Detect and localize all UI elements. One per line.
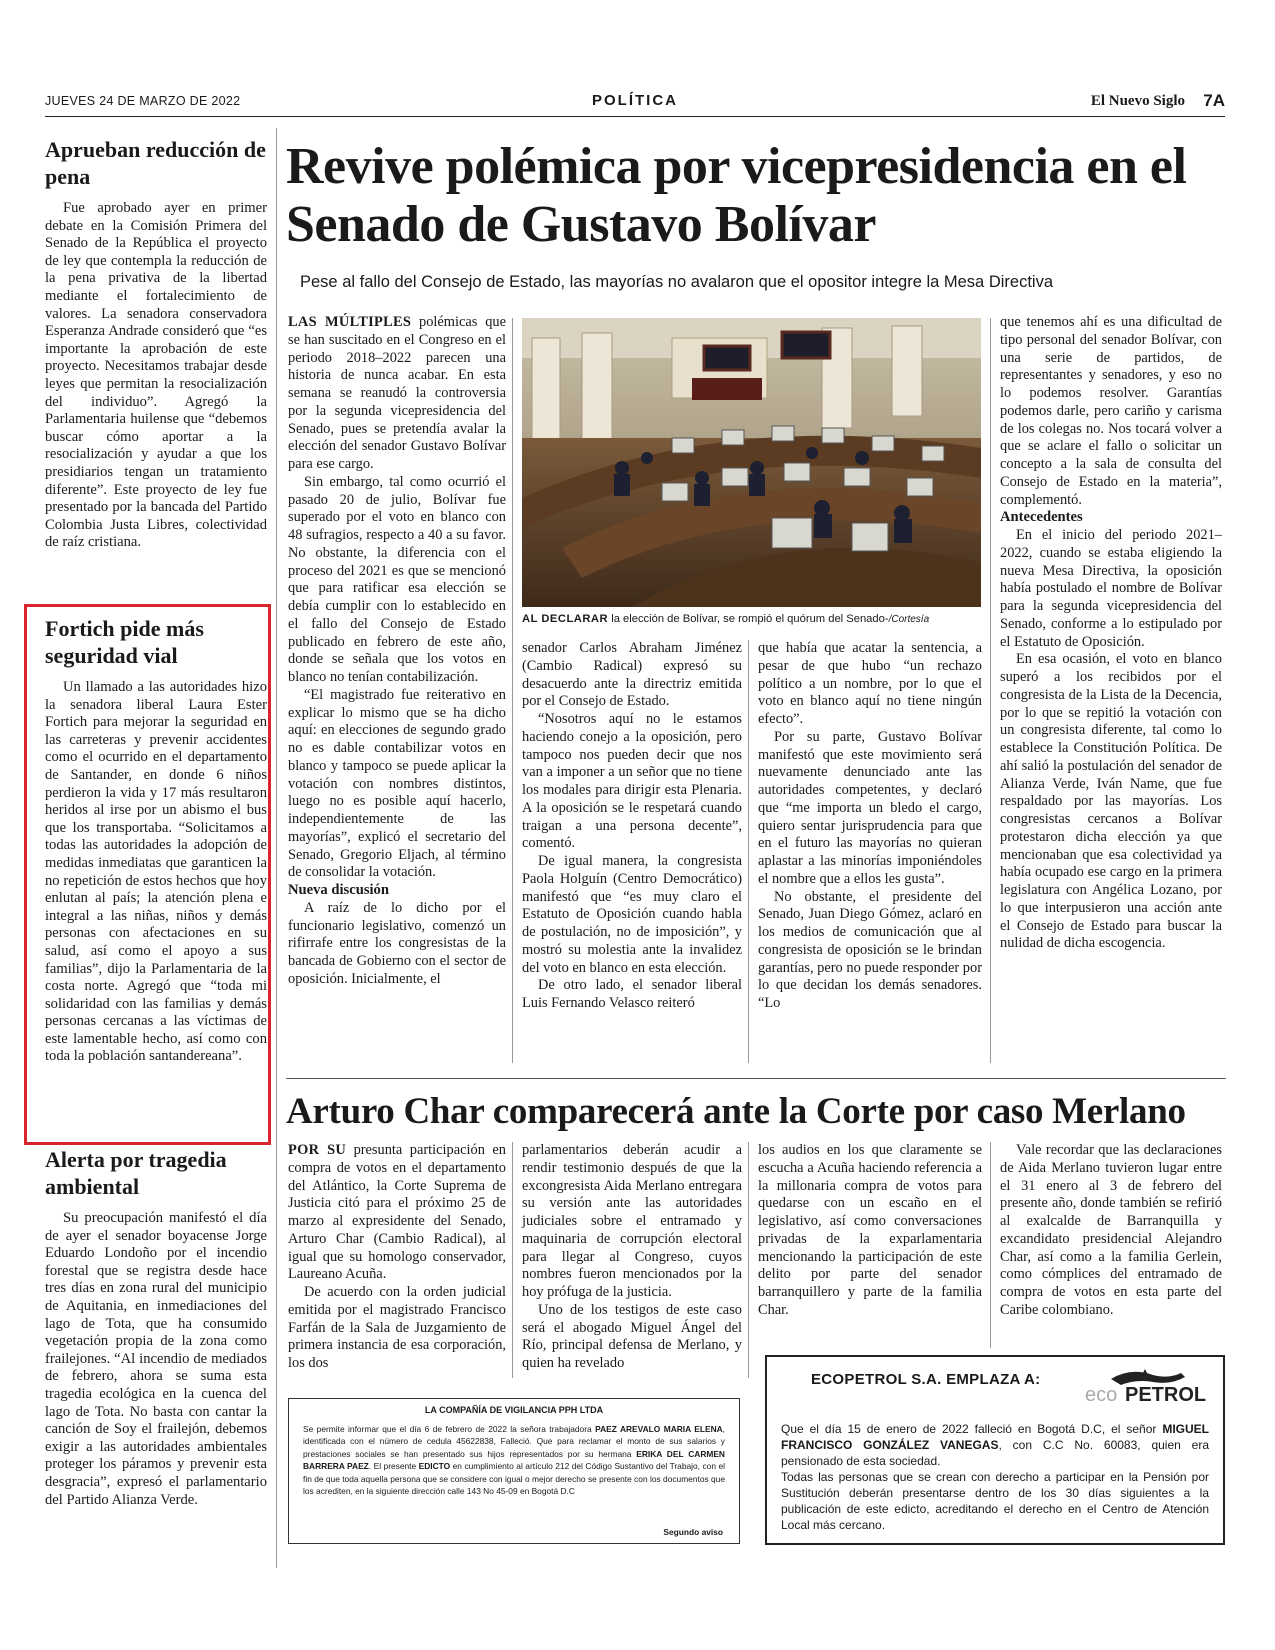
second-column-1	[288, 1142, 506, 1373]
col-divider-3	[990, 318, 991, 1063]
col-divider-2	[748, 640, 749, 1063]
paragraph: los audios en los que claramente se escucha a Acuña haciendo referencia a la millonaria compra de votos para quedarse con un escaño en el legislativo, así como conversaciones privadas de la exparlamentaria mencionando la participación de este delito por parte del senador barranquillero y parte de la familia Char.	[758, 1142, 982, 1318]
lead-in: LAS MÚLTIPLES	[288, 314, 412, 330]
article-column-2	[522, 640, 742, 1013]
page-header	[45, 92, 1225, 114]
vigilancia-notice	[288, 1398, 740, 1544]
sidebar-article-3	[45, 1146, 267, 1509]
sidebar-divider	[276, 128, 277, 1568]
vigilancia-sign: Segundo aviso	[663, 1527, 723, 1537]
paragraph: POR SU presunta participación en compra de votos en el departamento del Atlántico, la Corte Suprema de Justicia citó para el próximo 25 de marzo al expresidente del Senado, Arturo Char (Cambio Radical), al igual que su homologo conservador, Laureano Acuña.	[288, 1142, 506, 1283]
header-rule	[45, 116, 1225, 117]
ecopetrol-body: Que el día 15 de enero de 2022 falleció en Bogotá D.C, el señor MIGUEL FRANCISCO GONZÁLEZ VANEGAS, con C.C No. 60083, quien era pensionado de esta sociedad. Todas las personas que se crean con derecho a participar en la Pensión por Sustitución deberán presentarse dentro de los 30 días siguientes a la publicación de este edicto, acreditando el derecho en el Centro de Atención Local más cercano.	[781, 1422, 1209, 1532]
newspaper-name: El Nuevo Siglo	[1090, 93, 1185, 109]
paragraph: De otro lado, el senador liberal Luis Fernando Velasco reiteró	[522, 977, 742, 1011]
subheadline: Pese al fallo del Consejo de Estado, las mayorías no avalaron que el opositor integre la Mesa Directiva	[300, 273, 1053, 291]
ecopetrol-title: ECOPETROL S.A. EMPLAZA A:	[811, 1371, 1041, 1388]
second-column-4	[1000, 1142, 1222, 1320]
second-headline: Arturo Char comparecerá ante la Corte por caso Merlano	[286, 1091, 1186, 1132]
svg-text:eco: eco	[1085, 1384, 1118, 1405]
lead-in-2: POR SU	[288, 1142, 347, 1158]
paragraph: Por su parte, Gustavo Bolívar manifestó que este movimiento será nuevamente denunciado ante las autoridades competentes, y declaró que “me importa un bledo el cargo, quiero sentar jurisprudencia para que en el futuro las mayorías no quieran aplastar a las minorías imponiéndoles el nombre que a ellos les gusta”.	[758, 728, 982, 887]
paragraph: En esa ocasión, el voto en blanco superó a los recibidos por el congresista de la Lista de la Decencia, por lo que se repitió la votación con un congresista diferente, tal como lo establece la Constitución Política. De ahí salió la postulación del senador de Alianza Verde, Iván Name, que fue respaldado por las mayorías. Los congresistas cercanos a Bolívar protestaron dicha elección ya que mencionaban que esa colectividad ya había ocupado ese cargo en la primera legislatura con Angélica Lozano, por lo que interpusieron una acción ante el Consejo de Estado para buscar la nulidad de dicha escogencia.	[1000, 651, 1222, 952]
iguana-icon	[1081, 1365, 1211, 1405]
issue-date: JUEVES 24 DE MARZO DE 2022	[45, 94, 241, 108]
ecopetrol-notice	[765, 1355, 1225, 1545]
article-column-4	[1000, 314, 1222, 953]
article-column-3	[758, 640, 982, 1013]
caption-text: la elección de Bolívar, se rompió el quórum del Senado-	[611, 613, 889, 625]
subhead-antecedentes: Antecedentes	[1000, 509, 1083, 526]
subhead-nueva-discusion: Nueva discusión	[288, 882, 389, 898]
page-number: 7A	[1203, 91, 1225, 110]
paragraph: No obstante, el presidente del Senado, Juan Diego Gómez, aclaró en los medios de comunicación que al congresista de oposición se le brindan garantías, pero no puede responder por lo que decidan los demás senadores. “Lo	[758, 888, 982, 1011]
sidebar-title-2: Fortich pide más seguridad vial	[45, 616, 204, 668]
paragraph: Vale recordar que las declaraciones de Aida Merlano tuvieron lugar entre el 31 enero al 3 de febrero del presente año, donde también se refirió al exalcalde de Barranquilla y excandidato presidencial Alejandro Char, así como a la familia Gerlein, como cómplices del entramado de compra de votos en esta parte del Caribe colombiano.	[1000, 1142, 1222, 1318]
col-divider-6	[990, 1142, 991, 1348]
paragraph: “Nosotros aquí no le estamos haciendo conejo a la oposición, pero tampoco nos pueden decir que nos van a imponer a un señor que no tiene los modales para dirigir esta Plenaria. A la oposición se le respetará cuando traigan a una persona decente”, comentó.	[522, 711, 742, 852]
vigilancia-body: Se permite informar que el día 6 de febrero de 2022 la señora trabajadora PAEZ AREVALO MARIA ELENA, identificada con el número de cedula 45622838, Falleció. Que para reclamar el monto de sus salarios y prestaciones sociales se han presentado sus hijos representados por su hermana ERIKA DEL CARMEN BARRERA PAEZ. El presente EDICTO en cumplimiento al artículo 212 del Código Sustantivo del Trabajo, con el fin de que toda aquella persona que se considere con igual o mejor derecho se presente con los documentos que los acrediten, en la siguiente dirección calle 143 No 45-09 en Bogotá D.C	[303, 1424, 725, 1497]
paragraph: senador Carlos Abraham Jiménez (Cambio Radical) expresó su desacuerdo ante la directriz emitida por el Consejo de Estado.	[522, 640, 742, 710]
vigilancia-title: LA COMPAÑÍA DE VIGILANCIA PPH LTDA	[424, 1405, 604, 1415]
col-divider-1	[512, 318, 513, 1063]
paragraph: que había que acatar la sentencia, a pesar de que hubo “un rechazo político a un nombre, por lo que el voto en blanco aquí no tiene ningún efecto”.	[758, 640, 982, 727]
sidebar-body-1: Fue aprobado ayer en primer debate en la Comisión Primera del Senado de la República el proyecto de ley que contempla la reducción de la pena privativa de la libertad mediante el fortalecimiento de valores. La senadora conservadora Esperanza Andrade consideró que “es importante la aprobación de este proyecto. Necesitamos trabajar desde leyes que permitan la resocialización del individuo”. Agregó la Parlamentaria huilense que “debemos buscar cómo aportar a la resocialización y ayudar a que los presidiarios tengan un tratamiento diferente”. Este proyecto de ley fue presentado por la bancada del Partido Colombia Justa Libres, colectividad de raíz cristiana.	[45, 200, 267, 551]
sidebar-body-2: Un llamado a las autoridades hizo la senadora liberal Laura Ester Fortich para mejorar la seguridad en las carreteras y prevenir accidentes como el ocurrido en el departamento de Santander, en donde 6 niños perdieron la vida y 17 más resultaron heridos al irse por un abismo el bus que los transportaba. “Solicitamos a todas las autoridades la adopción de medidas inmediatas que garanticen la no repetición de estos hechos que hoy enlutan al país; la atención plena e integral a las niñas, niños y demás personas con afectaciones en su salud, así como el apoyo a sus familias”, dijo la Parlamentaria de la costa norte. Agregó que “toda mi solidaridad con las familias y demás personas cercanas a las víctimas de este lamentable hecho, así como con toda la población santandereana”.	[45, 679, 267, 1065]
article-column-1	[288, 314, 506, 989]
paragraph: Uno de los testigos de este caso será el abogado Miguel Ángel del Río, principal defensa de Merlano, y quien ha revelado	[522, 1301, 742, 1371]
paragraph: A raíz de lo dicho por el funcionario legislativo, comenzó un rifirrafe entre los congresistas de la bancada de Gobierno con el sector de oposición. Inicialmente, el	[288, 899, 506, 987]
senate-chamber-illustration	[522, 318, 981, 607]
article-separator	[286, 1078, 1226, 1079]
paragraph: que tenemos ahí es una dificultad de tipo personal del senador Bolívar, con una serie de partidos, de representantes y senadores, y eso no lo podemos resolver. Garantías podemos darle, pero cariño y carisma de los colegas no. Nos tocará volver a que se aclare el fallo o solicitar un concepto a la sala de consulta del Consejo de Estado en la materia”, complementó.	[1000, 314, 1222, 508]
second-column-2	[522, 1142, 742, 1373]
caption-credit: /Cortesía	[888, 614, 930, 625]
paragraph: De igual manera, la congresista Paola Holguín (Centro Democrático) manifestó que “es muy claro el Estatuto de Oposición cuando habla de postulación, no de imposición”, y mostró su molestia ante la invalidez del voto en blanco en esta elección.	[522, 853, 742, 976]
headline: Revive polémica por vicepresidencia en el Senado de Gustavo Bolívar	[286, 138, 1187, 253]
paragraph: “El magistrado fue reiterativo en explicar lo mismo que se ha dicho aquí: en elecciones de segundo grado no es dable contabilizar votos en blanco y tampoco se puede aplicar la votación con nombres distintos, luego no es posible aquí hacerlo, independientemente de las mayorías”, explicó el secretario del Senado, Gregorio Eljach, al término de consolidar la votación.	[288, 686, 506, 881]
col-divider-4	[512, 1142, 513, 1378]
caption-lead: AL DECLARAR	[522, 613, 609, 625]
second-column-3	[758, 1142, 982, 1320]
paragraph: LAS MÚLTIPLES polémicas que se han suscitado en el Congreso en el periodo 2018–2022 parecen una historia de nunca acabar. En esta semana se reanudó la controversia por la segunda vicepresidencia del Senado, pues se pretendía avalar la elección del senador Gustavo Bolívar para ese cargo.	[288, 314, 506, 472]
ecopetrol-logo	[1081, 1365, 1211, 1405]
svg-text:PETROL: PETROL	[1125, 1384, 1207, 1405]
sidebar-body-3: Su preocupación manifestó el día de ayer el senador boyacense Jorge Eduardo Londoño por el incendio forestal que se registra desde hace tres días en zona rural del municipio de Aquitania, en inmediaciones del lago de Tota, que ha consumido vegetación propia de la zona como frailejones. “Al incendio de mediados de febrero, ahora se suma esta tragedia ecológica en la cuenca del lago de Tota. No basta con cantar la canción de Soy el frailejón, debemos exigir a las autoridades ambientales proteger los páramos y prevenir esta desgracia”, expresó el parlamentario del Partido Alianza Verde.	[45, 1210, 267, 1508]
section-name: POLÍTICA	[592, 92, 678, 109]
sidebar-article-2	[45, 615, 267, 1066]
sidebar-title-1: Aprueban reducción de pena	[45, 137, 266, 189]
paragraph: De acuerdo con la orden judicial emitida por el magistrado Francisco Farfán de la Sala de Juzgamiento de primera instancia de esa corporación, los dos	[288, 1284, 506, 1371]
senate-photo	[522, 318, 981, 607]
paragraph: Sin embargo, tal como ocurrió el pasado 20 de julio, Bolívar fue superado por el voto en blanco con 48 sufragios, respecto a 40 a su favor. No obstante, la diferencia con el proceso del 2021 es que se mencionó que para ratificar esa elección se debía cumplir con lo establecido en el fallo del Consejo de Estado publicado en febrero de este año, donde se señala que los votos en blanco no tenían contabilización.	[288, 473, 506, 685]
photo-caption	[522, 612, 981, 627]
paragraph: parlamentarios deberán acudir a rendir testimonio después de que la excongresista Aida Merlano entregara su versión ante las autoridades judiciales sobre el entramado y maquinaria de corrupción electoral para llegar al Congreso, cuyos nombres fueron mencionados por la hoy prófuga de la justicia.	[522, 1142, 742, 1300]
paragraph: En el inicio del periodo 2021–2022, cuando se estaba eligiendo la nueva Mesa Directiva, la oposición había postulado el nombre de Bolívar para la segunda vicepresidencia del Senado, conforme a lo estipulado por el Estatuto de Oposición.	[1000, 527, 1222, 650]
sidebar-article-1	[45, 136, 267, 552]
sidebar-title-3: Alerta por tragedia ambiental	[45, 1147, 227, 1199]
col-divider-5	[748, 1142, 749, 1378]
